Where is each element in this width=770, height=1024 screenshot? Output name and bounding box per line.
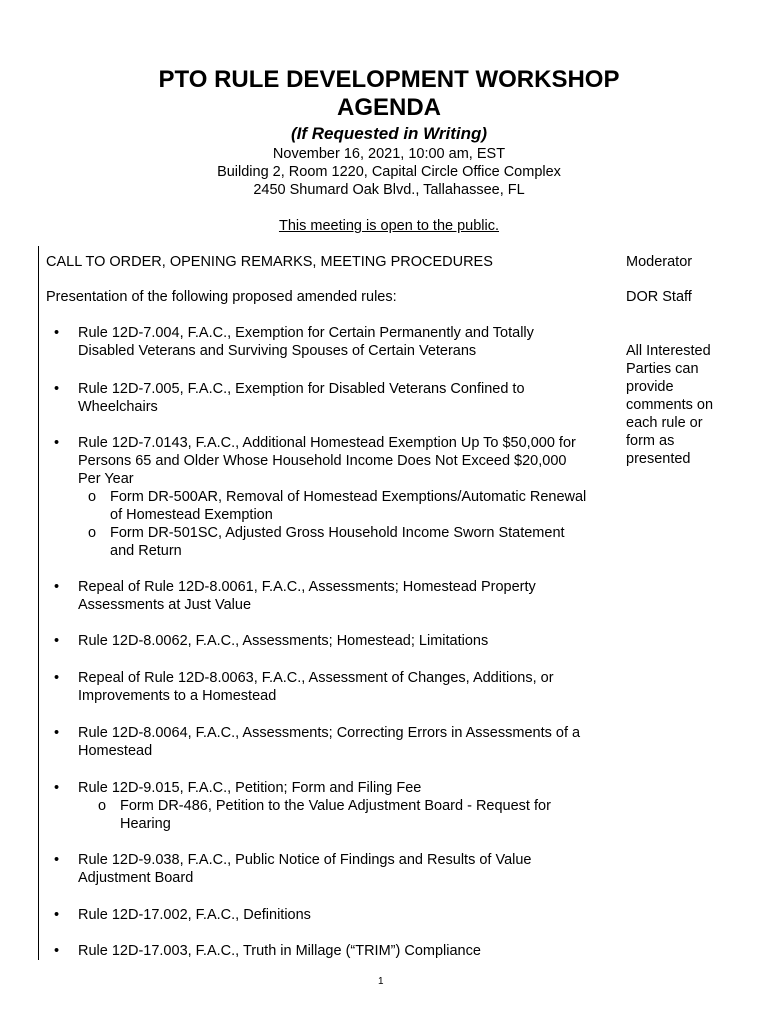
- bullet-icon: •: [54, 381, 60, 397]
- meeting-location: Building 2, Room 1220, Capital Circle Office Complex: [217, 164, 561, 180]
- call-to-order-presenter: Moderator: [626, 254, 693, 270]
- meeting-info: [0, 145, 770, 199]
- rule-line: Persons 65 and Older Whose Household Income Does Not Exceed $20,000: [78, 453, 567, 469]
- form-line: of Homestead Exemption: [110, 507, 273, 523]
- comments-note: [626, 342, 736, 468]
- form-line: Form DR-486, Petition to the Value Adjustment Board - Request for: [120, 798, 551, 814]
- bullet-icon: •: [54, 943, 60, 959]
- sub-bullet-icon: o: [88, 525, 97, 541]
- comments-note-line: All Interested: [626, 343, 711, 359]
- comments-note-line: provide: [626, 379, 674, 395]
- sub-bullet-icon: o: [88, 489, 97, 505]
- rule-line: Assessments at Just Value: [78, 597, 252, 613]
- left-margin-rule: [38, 246, 39, 960]
- page-subtitle: (If Requested in Writing): [290, 124, 488, 143]
- page-title: [0, 66, 770, 122]
- bullet-icon: •: [54, 633, 60, 649]
- rule-line: Rule 12D-7.004, F.A.C., Exemption for Certain Permanently and Totally: [78, 325, 534, 341]
- rule-line: Rule 12D-9.015, F.A.C., Petition; Form and Filing Fee: [78, 780, 422, 796]
- comments-note-line: Parties can: [626, 361, 699, 377]
- title-line-1: PTO RULE DEVELOPMENT WORKSHOP: [158, 66, 620, 93]
- form-line: Form DR-501SC, Adjusted Gross Household Income Sworn Statement: [110, 525, 565, 541]
- bullet-icon: •: [54, 435, 60, 451]
- form-line: and Return: [110, 543, 182, 559]
- presentation-heading: Presentation of the following proposed amended rules:: [46, 289, 397, 305]
- rule-line: Rule 12D-9.038, F.A.C., Public Notice of Findings and Results of Value: [78, 852, 532, 868]
- rule-line: Per Year: [78, 471, 134, 487]
- rule-line: Adjustment Board: [78, 870, 194, 886]
- page-number: 1: [378, 976, 384, 987]
- presentation-presenter: DOR Staff: [626, 289, 692, 305]
- bullet-icon: •: [54, 852, 60, 868]
- bullet-icon: •: [54, 907, 60, 923]
- comments-note-line: comments on: [626, 397, 714, 413]
- bullet-icon: •: [54, 579, 60, 595]
- rule-line: Rule 12D-7.0143, F.A.C., Additional Homestead Exemption Up To $50,000 for: [78, 435, 576, 451]
- rule-line: Repeal of Rule 12D-8.0063, F.A.C., Assessment of Changes, Additions, or: [78, 670, 554, 686]
- rule-line: Wheelchairs: [78, 399, 158, 415]
- comments-note-line: presented: [626, 451, 691, 467]
- title-line-2: AGENDA: [336, 94, 441, 121]
- bullet-icon: •: [54, 670, 60, 686]
- form-line: Form DR-500AR, Removal of Homestead Exemptions/Automatic Renewal: [110, 489, 587, 505]
- meeting-address: 2450 Shumard Oak Blvd., Tallahassee, FL: [253, 182, 525, 198]
- comments-note-line: form as: [626, 433, 675, 449]
- bullet-icon: •: [54, 780, 60, 796]
- rule-line: Repeal of Rule 12D-8.0061, F.A.C., Assessments; Homestead Property: [78, 579, 536, 595]
- rule-line: Disabled Veterans and Surviving Spouses of Certain Veterans: [78, 343, 477, 359]
- rule-line: Improvements to a Homestead: [78, 688, 277, 704]
- meeting-date: November 16, 2021, 10:00 am, EST: [272, 146, 506, 162]
- public-notice: [0, 217, 770, 235]
- public-notice-text: This meeting is open to the public.: [278, 218, 500, 234]
- sub-bullet-icon: o: [98, 798, 107, 814]
- rule-line: Rule 12D-7.005, F.A.C., Exemption for Disabled Veterans Confined to: [78, 381, 525, 397]
- bullet-icon: •: [54, 325, 60, 341]
- rule-line: Rule 12D-17.002, F.A.C., Definitions: [78, 907, 311, 923]
- comments-note-line: each rule or: [626, 415, 703, 431]
- call-to-order: CALL TO ORDER, OPENING REMARKS, MEETING PROCEDURES: [46, 254, 493, 270]
- bullet-icon: •: [54, 725, 60, 741]
- form-line: Hearing: [120, 816, 171, 832]
- rule-line: Homestead: [78, 743, 153, 759]
- rule-line: Rule 12D-8.0062, F.A.C., Assessments; Homestead; Limitations: [78, 633, 489, 649]
- rule-line: Rule 12D-17.003, F.A.C., Truth in Millage (“TRIM”) Compliance: [78, 943, 481, 959]
- rule-line: Rule 12D-8.0064, F.A.C., Assessments; Correcting Errors in Assessments of a: [78, 725, 581, 741]
